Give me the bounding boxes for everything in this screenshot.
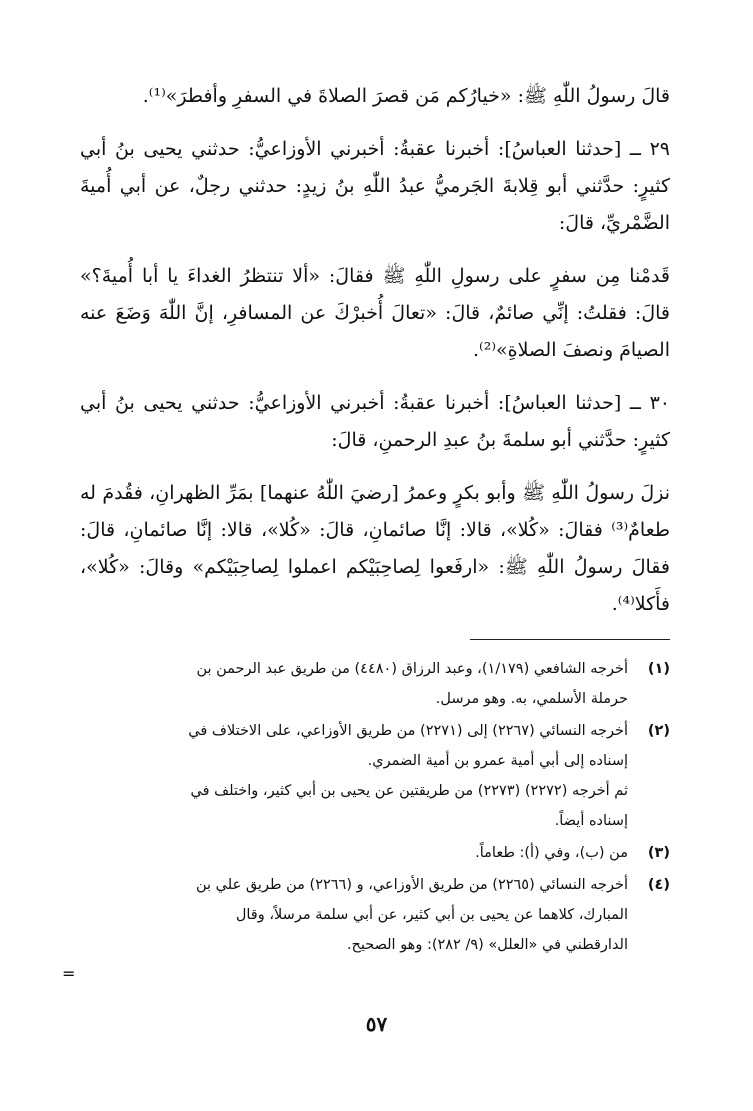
footnote-1 [80, 654, 670, 714]
footnote-number: (٣) [647, 845, 670, 861]
footnote-number: (١) [647, 661, 670, 677]
paragraph-1: قالَ رسولُ اللّٰهِ ﷺ: «خيارُكم مَن قصرَ الصلاةَ في السفرِ وأفطرَ»⁽¹⁾. [142, 85, 670, 107]
paragraph-3-matn: قَدمْنا مِن سفرٍ على رسولِ اللّٰهِ ﷺ فقالَ: «ألا تنتظرُ الغداءَ يا أبا أُميةَ؟» قالَ: فقلتُ: إنِّي صائمٌ، قالَ: «تعالَ أُخبرْكَ عن المسافرِ، إنَّ اللّٰهَ وَضَعَ عنه الصيامَ ونصفَ الصلاةِ»⁽²⁾. [80, 265, 670, 361]
paragraph-4-isnad: ٣٠ ــ [حدثنا العباسُ]: أخبرنا عقبةُ: أخبرني الأوزاعيُّ: حدثني يحيى بنُ أبي كثيرٍ: حدَّثني أبو سلمةَ بنُ عبدِ الرحمنِ، قالَ: [80, 392, 670, 451]
footnote-line: الدارقطني في «العلل» (٩/ ٢٨٢): وهو الصحيح. [346, 937, 628, 953]
paragraph-5-matn: نزلَ رسولُ اللّٰهِ ﷺ وأبو بكرٍ وعمرُ [رضيَ اللّٰهُ عنهما] بمَرِّ الظهرانِ، فقُدمَ له طعامٌ⁽³⁾ فقالَ: «كُلا»، قالا: إنَّا صائمانِ، قالَ: «كُلا»، قالا: إنَّا صائمانِ، قالَ: فقالَ رسولُ اللّٰهِ ﷺ: «ارفَعوا لِصاحِبَيْكم اعملوا لِصاحِبَيْكم» وقالَ: «كُلا»، فأَكلا⁽⁴⁾. [80, 482, 670, 615]
footnote-line: حرملة الأسلمي، به. وهو مرسل. [435, 691, 628, 707]
footnote-number: (٤) [647, 877, 670, 893]
footnote-line: أخرجه النسائي (٢٢٦٥) من طريق الأوزاعي، و (٢٢٦٦) من طريق علي بن [196, 877, 628, 893]
footnote-3 [80, 838, 670, 868]
page-body [80, 78, 670, 962]
footnote-separator [470, 639, 670, 640]
footnote-line: المبارك، كلاهما عن يحيى بن أبي كثير، عن أبي سلمة مرسلاً، وقال [235, 907, 628, 923]
footnote-4 [80, 870, 670, 960]
footnote-line: إسناده أيضاً. [554, 813, 628, 829]
footnote-line: من (ب)، وفي (أ): طعاماً. [475, 845, 628, 861]
page-number: ٥٧ [365, 1012, 388, 1036]
footnote-number: (٢) [647, 723, 670, 739]
footnote-line: أخرجه الشافعي (١/١٧٩)، وعبد الرزاق (٤٤٨٠) من طريق عبد الرحمن بن [196, 661, 628, 677]
footnote-line: أخرجه النسائي (٢٢٦٧) إلى (٢٢٧١) من طريق الأوزاعي، على الاختلاف في [188, 723, 628, 739]
footnote-line: إسناده إلى أبي أمية عمرو بن أمية الضمري. [367, 753, 628, 769]
continuation-mark: = [62, 964, 76, 983]
footnote-2 [80, 716, 670, 836]
footnote-line: ثم أخرجه (٢٢٧٢) (٢٢٧٣) من طريقتين عن يحيى بن أبي كثير، واختلف في [190, 783, 628, 799]
paragraph-2-isnad: ٢٩ ــ [حدثنا العباسُ]: أخبرنا عقبةُ: أخبرني الأوزاعيُّ: حدثني يحيى بنُ أبي كثيرٍ: حدَّثني أبو قِلابةَ الجَرميُّ عبدُ اللّٰهِ بنُ زيدٍ: حدثني رجلٌ، عن أبي أُميةَ الضَّمْريِّ، قالَ: [80, 138, 670, 234]
